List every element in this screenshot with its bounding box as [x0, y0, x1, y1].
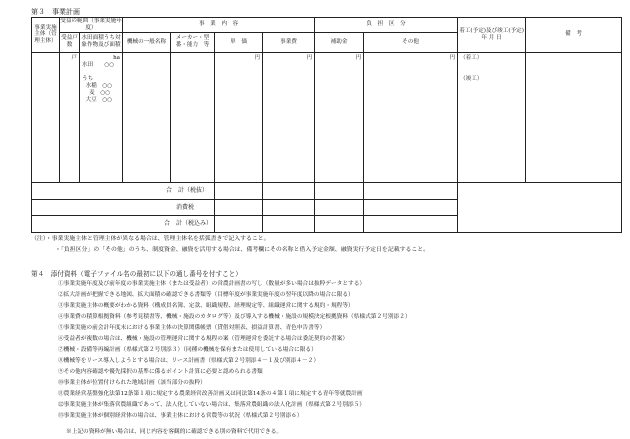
header-operator: 事業実施主体（管理主体） — [32, 18, 60, 53]
header-subsidy: 補助金 — [315, 32, 364, 52]
start-label: （着工） — [460, 54, 483, 61]
total-incl-subsidy — [315, 215, 364, 232]
cell-subsidy: 円 — [315, 52, 364, 182]
crop-wheat-line: 麦 ○○ — [89, 89, 111, 96]
header-machine-name: 機械の一般名称 — [123, 32, 171, 52]
total-incl-cost — [263, 215, 315, 232]
cell-other: 円 — [364, 52, 458, 182]
header-burden-division: 負 担 区 分 — [315, 18, 458, 33]
header-project-cost: 事業費 — [263, 32, 315, 52]
attachment-item: ①事業実施年度及び前年度の事業実施主体（または受益者）の営農計画書の写し（数量が多い場合は抜粋データとする） — [58, 281, 366, 287]
attachment-item: ③事業実施主体の概要がわかる資料（構成員名簿、定款、組織規程、経理規定等、組織運営に関する規約・規程等） — [58, 303, 354, 309]
header-beneficiary-range: 受益の範囲（事業実施年度） — [60, 18, 122, 31]
cell-unit-price: 円 — [215, 52, 263, 182]
tax-cost — [263, 199, 315, 215]
header-other: その他 — [364, 32, 458, 52]
cell-households — [60, 52, 80, 182]
total-excl-subsidy — [315, 182, 364, 199]
attachment-item: ④事業費の積算根拠資料（参考見積書等、機械・施設のカタログ等）及び導入する機械・施設の規模決定根拠資料（県様式第２号別添２） — [58, 314, 411, 320]
section3-title: 第３ 事業計画 — [31, 8, 80, 16]
paddy-line: 水田 ○○ — [82, 61, 115, 68]
header-households: 受益戸数 — [60, 32, 80, 52]
total-incl-unit — [215, 215, 263, 232]
crop-rice-line: 水稲 ○○ — [85, 82, 113, 89]
attachment-item: ⑩事業主体が位置付けられた地域計画（該当部分の抜粋） — [58, 380, 206, 386]
attachment-footnote: ※上記の資料が無い場合は、同じ内容を客観的に確認できる別の資料で代用できる。 — [66, 429, 283, 435]
cell-machine-name — [123, 52, 171, 182]
household-unit: 戸 — [71, 54, 77, 61]
total-blank — [458, 182, 622, 199]
attachment-item: ⑦機械・設備等再編計画（県様式第２号別添３）（同種の機械を保有または使用している場合に限る） — [58, 347, 317, 353]
tax-subsidy — [315, 199, 364, 215]
cell-remarks — [526, 52, 622, 182]
total-excl-tax-label: 合 計（税抜） — [32, 182, 215, 199]
cell-maker-model — [171, 52, 215, 182]
header-maker-model: メーカー・型番・能力 等 — [171, 32, 215, 52]
attachment-item: ②拡大計画が把握できる地図、拡大面積の確認できる書類等（目標年度が事業実施年度の翌年度以降の場合に限る） — [58, 292, 354, 298]
cell-schedule — [458, 52, 526, 182]
tax-blank — [458, 199, 622, 215]
of-which-label: うち — [82, 75, 94, 82]
total-incl-other — [364, 215, 458, 232]
tax-other — [364, 199, 458, 215]
note-1: （注）・事業実施主体と管理主体が異なる場合は、管理主体名を括弧書きで記入すること。 — [31, 236, 270, 242]
header-schedule: 着工(予定)及び竣工(予定)年 月 日 — [458, 18, 526, 53]
header-project-content: 事 業 内 容 — [123, 18, 315, 33]
header-unit-price: 単 価 — [215, 32, 263, 52]
finish-label: （竣工） — [460, 75, 483, 82]
attachment-item: ⑬事業実施主体が個別経営体の場合は、事業主体における営農等の状況（県様式第２号別添６） — [58, 413, 303, 419]
crop-soy-line: 大豆 ○○ — [85, 96, 113, 103]
attachment-item: ⑥受益者が複数の場合は、機械・施設の管理運営に関する規程の案（管理運営を委託する場合は委託契約の書案） — [58, 336, 349, 342]
total-excl-cost — [263, 182, 315, 199]
total-incl-tax-label: 合 計（税込み） — [32, 215, 215, 232]
project-plan-table — [31, 17, 622, 233]
section4-title: 第４ 添付資料（電子ファイル名の最初に以下の通し番号を付すこと） — [31, 270, 242, 278]
total-incl-blank — [458, 215, 622, 232]
cell-operator — [32, 52, 60, 182]
cell-project-cost: 円 — [263, 52, 315, 182]
header-paddy-area: 水田面積うち対象作物及び面積 — [80, 32, 123, 52]
area-unit: ha — [113, 54, 121, 61]
total-excl-unit — [215, 182, 263, 199]
attachment-item: ⑫事業実施主体が集落営農組織であって、法人化していない場合は、集落営農組織の法人化計画（県様式第２号別添５） — [58, 402, 365, 408]
attachment-item: ⑤事業実施の前会計年度末における事業主体の決算関係帳票（貸借対照表、損益計算書、青色申告書等） — [58, 325, 326, 331]
tax-label: 消費税 — [32, 199, 215, 215]
attachment-item: ⑪農業経営基盤強化法第12条第１項に規定する農業経営改善計画又は同法第14条の４第１項に規定する青年等就農計画 — [58, 391, 363, 397]
header-remarks: 備 考 — [526, 18, 622, 53]
note-2: ・「負担区分」の「その他」のうち、制度資金、融資を活用する場合は、備考欄にその名称と借入予定金額、融資実行予定日を記載すること。 — [55, 247, 430, 253]
tax-unit — [215, 199, 263, 215]
attachment-item: ⑧機械等をリース導入しようとする場合は、リース計画書（県様式第２号別添４－１及び別添４－２） — [58, 358, 320, 364]
total-excl-other — [364, 182, 458, 199]
cell-paddy-area — [80, 52, 123, 182]
attachment-item: ⑨その他内容確認や優先採択の基準に係るポイント計算に必要と認められる書類 — [58, 369, 263, 375]
